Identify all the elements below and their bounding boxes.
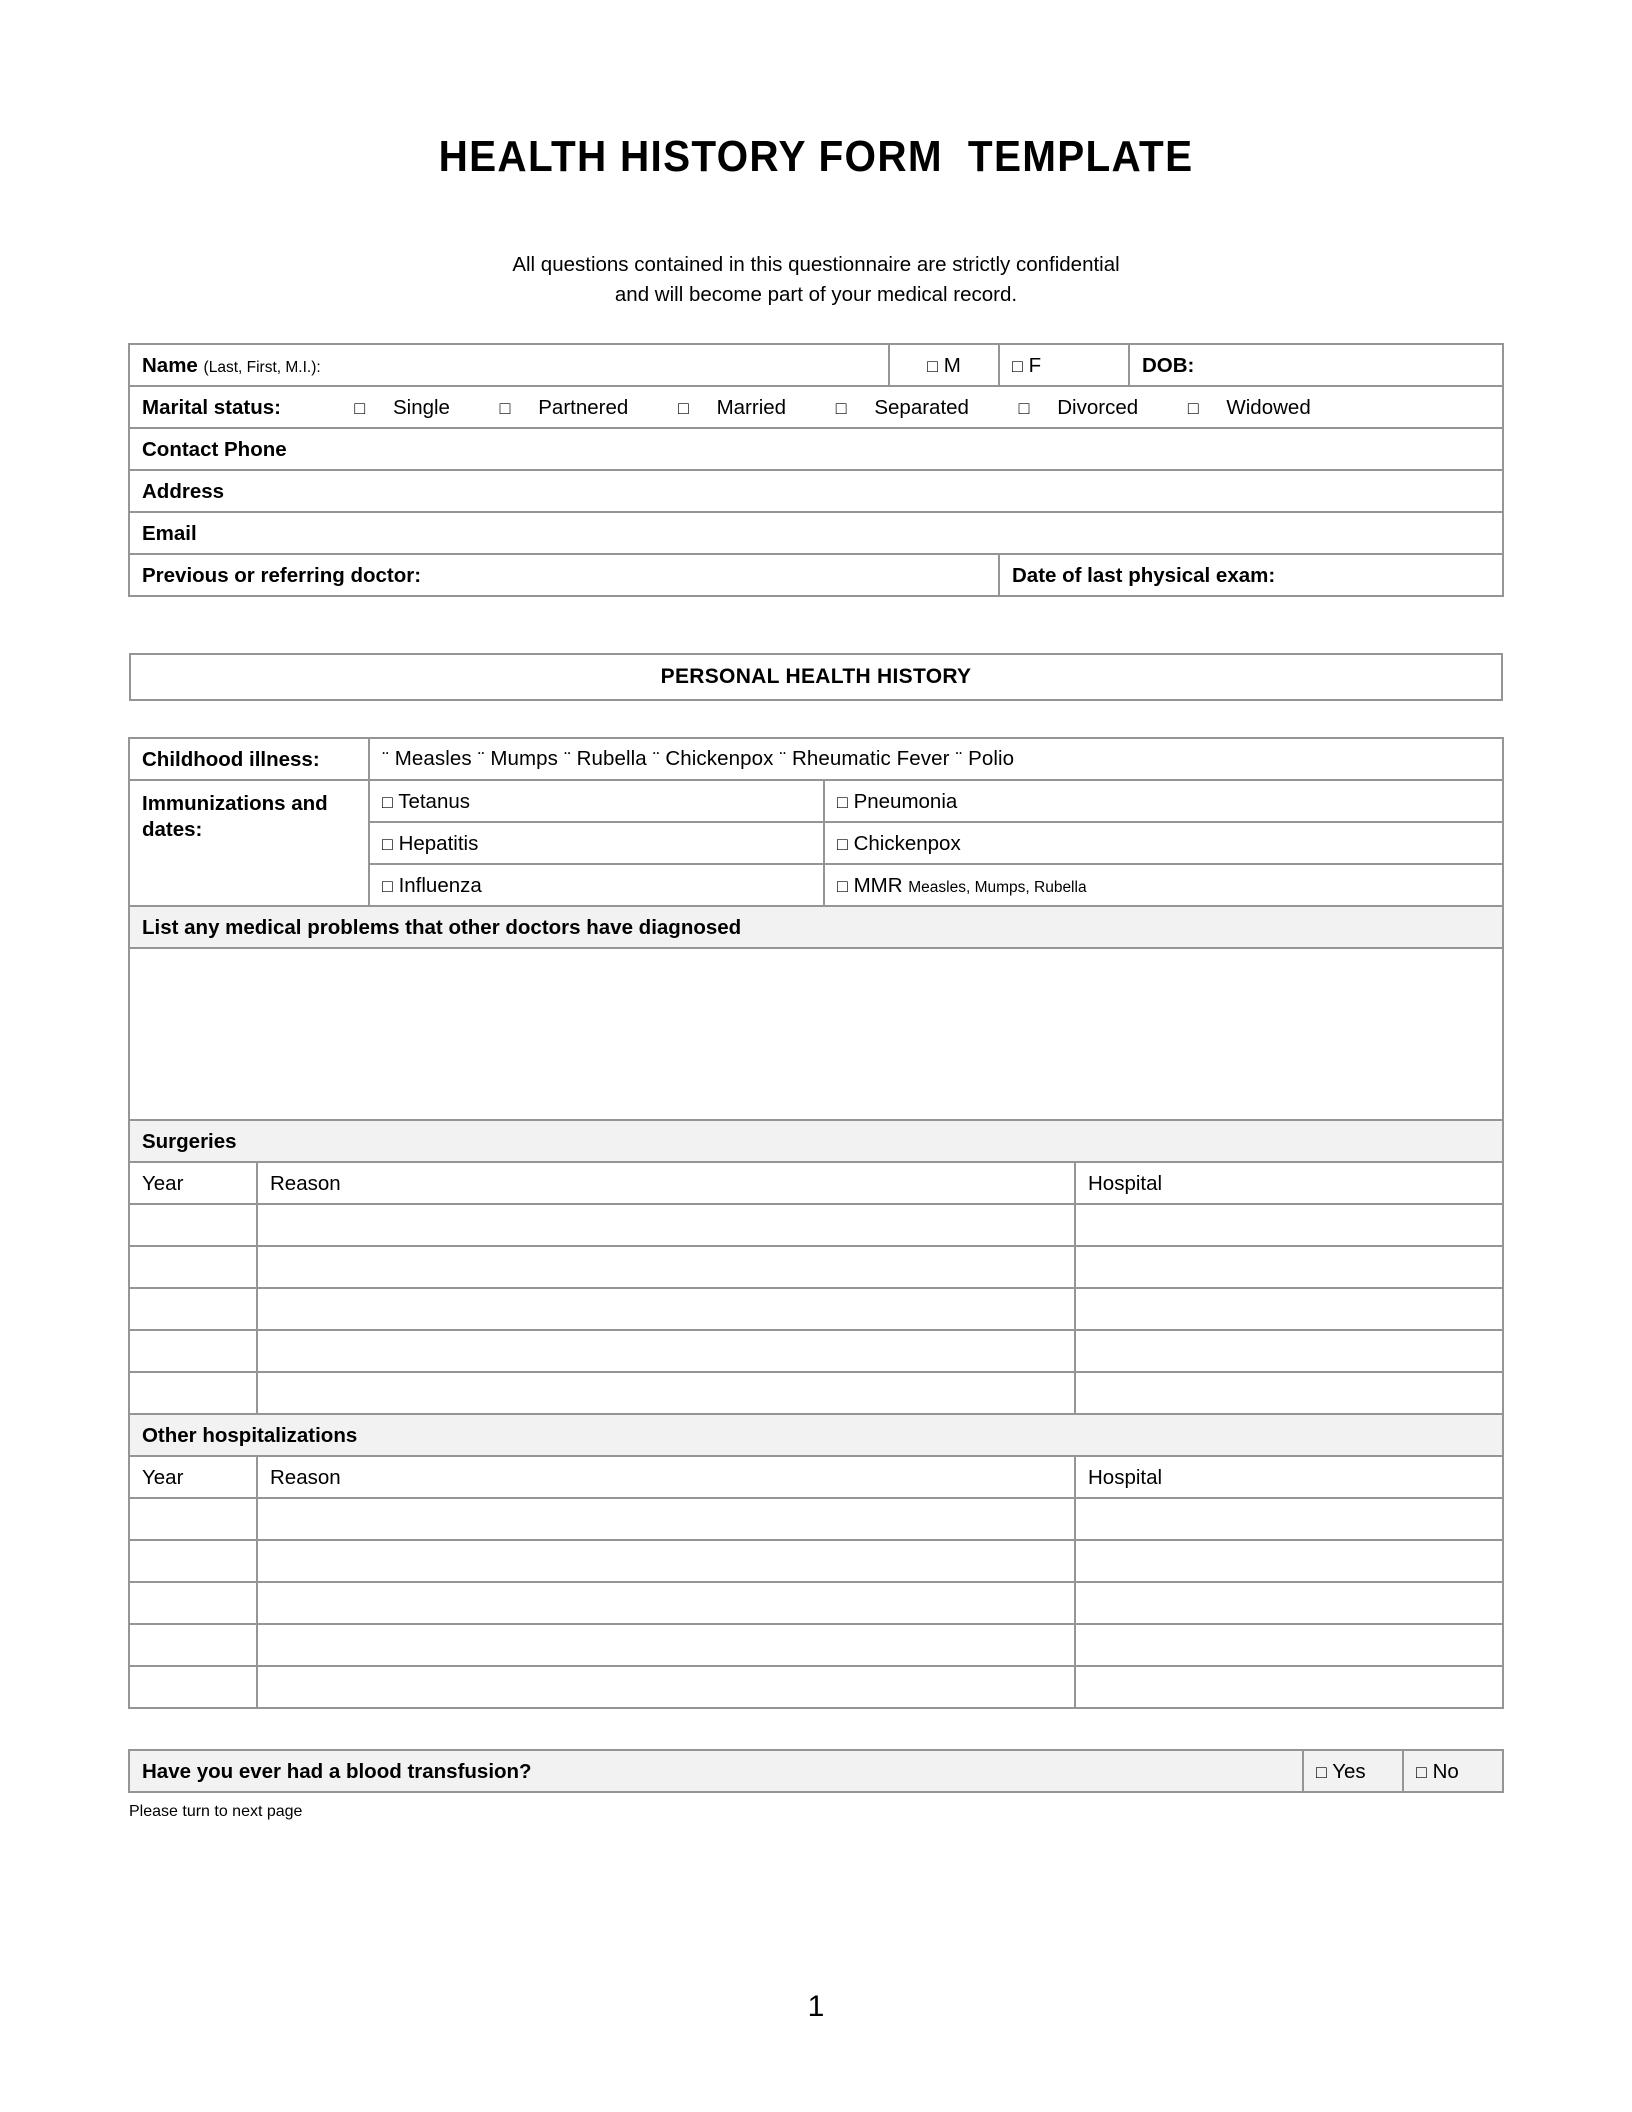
surgeries-cell-year[interactable]: [129, 1372, 257, 1414]
immunization-tetanus-cell[interactable]: [369, 780, 824, 822]
checkbox-icon[interactable]: □: [499, 397, 511, 418]
immunization-hepatitis-cell[interactable]: [369, 822, 824, 864]
hospitalizations-cell-hospital[interactable]: [1075, 1582, 1503, 1624]
surgeries-cell-hospital[interactable]: [1075, 1204, 1503, 1246]
hospitalizations-cell-hospital[interactable]: [1075, 1498, 1503, 1540]
immunization-tetanus-label: Tetanus: [398, 789, 471, 813]
surgeries-cell-hospital[interactable]: [1075, 1246, 1503, 1288]
marital-option-married-label: Married: [716, 395, 787, 419]
surgeries-column-reason: Reason: [257, 1162, 1075, 1204]
immunization-mmr-cell[interactable]: [824, 864, 1503, 906]
hospitalizations-cell-reason[interactable]: [257, 1666, 1075, 1708]
immunization-chickenpox-cell[interactable]: [824, 822, 1503, 864]
surgeries-section-label: Surgeries: [129, 1120, 1503, 1162]
immunization-mmr-note: Measles, Mumps, Rubella: [908, 878, 1087, 896]
marital-option-divorced-label: Divorced: [1057, 395, 1139, 419]
transfusion-row: [129, 1750, 1503, 1792]
hospitalizations-cell-year[interactable]: [129, 1498, 257, 1540]
childhood-option-rheumatic-fever: Rheumatic Fever: [791, 747, 950, 771]
marital-option-married[interactable]: [678, 396, 808, 419]
hospitalizations-cell-reason[interactable]: [257, 1582, 1075, 1624]
surgeries-cell-year[interactable]: [129, 1204, 257, 1246]
previous-doctor-cell[interactable]: Previous or referring doctor:: [129, 554, 999, 596]
checkbox-icon[interactable]: ¨: [563, 748, 571, 771]
table-row: [129, 1624, 1503, 1666]
checkbox-icon[interactable]: ¨: [477, 748, 485, 771]
hospitalizations-cell-hospital[interactable]: [1075, 1666, 1503, 1708]
immunization-influenza-cell[interactable]: [369, 864, 824, 906]
contact-phone-row: [129, 428, 1503, 470]
marital-option-divorced[interactable]: [1019, 396, 1160, 419]
immunizations-label: Immunizations and dates:: [129, 780, 369, 906]
checkbox-icon[interactable]: □: [677, 397, 689, 418]
sex-male-label: M: [943, 353, 961, 377]
transfusion-no-cell[interactable]: [1403, 1750, 1503, 1792]
medical-problems-label: List any medical problems that other doctors have diagnosed: [129, 906, 1503, 948]
hospitalizations-cell-reason[interactable]: [257, 1540, 1075, 1582]
immunization-hepatitis-label: Hepatitis: [398, 831, 479, 855]
checkbox-icon[interactable]: ¨: [955, 748, 963, 771]
childhood-option-measles: Measles: [394, 747, 472, 771]
last-exam-cell[interactable]: Date of last physical exam:: [999, 554, 1503, 596]
surgeries-table: [128, 1119, 1504, 1415]
checkbox-icon[interactable]: □: [1316, 1761, 1327, 1782]
marital-option-separated[interactable]: [836, 396, 991, 419]
hospitalizations-cell-year[interactable]: [129, 1666, 257, 1708]
hospitalizations-header-row: [129, 1414, 1503, 1456]
email-row: [129, 512, 1503, 554]
table-row: [129, 1372, 1503, 1414]
table-row: [129, 1288, 1503, 1330]
checkbox-icon[interactable]: □: [837, 791, 848, 812]
childhood-illness-label: Childhood illness:: [129, 738, 369, 780]
immunization-chickenpox-label: Chickenpox: [853, 831, 961, 855]
medical-problems-input-area[interactable]: [129, 948, 1503, 1120]
marital-status-label: Marital status:: [142, 395, 281, 419]
confidentiality-line-1: All questions contained in this questionnaire are strictly confidential: [512, 253, 1120, 276]
surgeries-cell-hospital[interactable]: [1075, 1288, 1503, 1330]
checkbox-icon[interactable]: □: [1018, 397, 1030, 418]
hospitalizations-cell-year[interactable]: [129, 1540, 257, 1582]
marital-status-row: [129, 386, 1503, 428]
medical-problems-entry-row: [129, 948, 1503, 1120]
surgeries-cell-reason[interactable]: [257, 1330, 1075, 1372]
surgeries-cell-hospital[interactable]: [1075, 1372, 1503, 1414]
checkbox-icon[interactable]: □: [1187, 397, 1199, 418]
surgeries-column-header-row: [129, 1162, 1503, 1204]
transfusion-yes-label: Yes: [1332, 1759, 1366, 1783]
name-label: Name: [142, 353, 198, 377]
table-row: [129, 1540, 1503, 1582]
confidentiality-line-2: and will become part of your medical record.: [614, 282, 1018, 306]
hospitalizations-table: [128, 1413, 1504, 1709]
sex-male-cell[interactable]: [889, 344, 999, 386]
address-row: [129, 470, 1503, 512]
hospitalizations-cell-reason[interactable]: [257, 1624, 1075, 1666]
checkbox-icon[interactable]: □: [837, 833, 848, 854]
surgeries-cell-reason[interactable]: [257, 1204, 1075, 1246]
name-row: [129, 344, 1503, 386]
immunization-pneumonia-cell[interactable]: [824, 780, 1503, 822]
marital-status-cell[interactable]: [129, 386, 1503, 428]
address-cell[interactable]: Address: [129, 470, 1503, 512]
hospitalizations-cell-year[interactable]: [129, 1582, 257, 1624]
checkbox-icon[interactable]: □: [1012, 355, 1023, 376]
table-row: [129, 1246, 1503, 1288]
hospitalizations-column-hospital: Hospital: [1075, 1456, 1503, 1498]
table-row: [129, 1666, 1503, 1708]
surgeries-column-hospital: Hospital: [1075, 1162, 1503, 1204]
surgeries-column-year: Year: [129, 1162, 257, 1204]
transfusion-yes-cell[interactable]: [1303, 1750, 1403, 1792]
marital-option-partnered[interactable]: [500, 396, 651, 419]
sex-female-cell[interactable]: [999, 344, 1129, 386]
surgeries-cell-hospital[interactable]: [1075, 1330, 1503, 1372]
personal-health-history-table: [128, 737, 1504, 1121]
surgeries-cell-year[interactable]: [129, 1288, 257, 1330]
hospitalizations-column-reason: Reason: [257, 1456, 1075, 1498]
childhood-option-polio: Polio: [968, 747, 1015, 771]
page-title: HEALTH HISTORY FORM TEMPLATE: [438, 132, 1194, 181]
personal-health-history-banner-label: PERSONAL HEALTH HISTORY: [130, 654, 1502, 700]
checkbox-icon[interactable]: □: [835, 397, 847, 418]
marital-option-single-label: Single: [392, 395, 450, 419]
personal-health-history-banner: [129, 653, 1503, 701]
name-cell[interactable]: [129, 344, 889, 386]
immunization-influenza-label: Influenza: [398, 873, 482, 897]
checkbox-icon[interactable]: □: [354, 397, 366, 418]
doctor-exam-row: [129, 554, 1503, 596]
dob-label: DOB:: [1142, 353, 1195, 377]
turn-page-note: Please turn to next page: [129, 1803, 303, 1821]
immunization-pneumonia-label: Pneumonia: [853, 789, 958, 813]
patient-identity-table: [128, 343, 1504, 597]
marital-option-separated-label: Separated: [874, 395, 969, 419]
table-row: [129, 1330, 1503, 1372]
hospitalizations-cell-year[interactable]: [129, 1624, 257, 1666]
medical-problems-header-row: [129, 906, 1503, 948]
childhood-illness-row: [129, 738, 1503, 780]
hospitalizations-cell-reason[interactable]: [257, 1498, 1075, 1540]
immunization-row-1: [129, 780, 1503, 822]
immunization-mmr-label: MMR: [853, 873, 903, 897]
surgeries-cell-year[interactable]: [129, 1246, 257, 1288]
hospitalizations-column-header-row: [129, 1456, 1503, 1498]
sex-female-label: F: [1028, 353, 1042, 377]
checkbox-icon[interactable]: □: [382, 833, 393, 854]
marital-option-single[interactable]: [354, 396, 472, 419]
childhood-option-mumps: Mumps: [490, 747, 559, 771]
hospitalizations-cell-hospital[interactable]: [1075, 1540, 1503, 1582]
surgeries-cell-reason[interactable]: [257, 1372, 1075, 1414]
table-row: [129, 1498, 1503, 1540]
hospitalizations-column-year: Year: [129, 1456, 257, 1498]
confidentiality-notice: [0, 250, 1632, 309]
contact-phone-cell[interactable]: Contact Phone: [129, 428, 1503, 470]
childhood-option-chickenpox: Chickenpox: [665, 747, 774, 771]
table-row: [129, 1582, 1503, 1624]
checkbox-icon[interactable]: □: [382, 791, 393, 812]
checkbox-icon[interactable]: □: [837, 875, 848, 896]
page-number: 1: [807, 1990, 825, 2023]
checkbox-icon[interactable]: ¨: [652, 748, 660, 771]
surgeries-cell-reason[interactable]: [257, 1288, 1075, 1330]
checkbox-icon[interactable]: ¨: [779, 748, 787, 771]
hospitalizations-section-label: Other hospitalizations: [129, 1414, 1503, 1456]
checkbox-icon[interactable]: □: [927, 355, 939, 376]
surgeries-header-row: [129, 1120, 1503, 1162]
childhood-illness-options[interactable]: [369, 738, 1503, 780]
name-hint: (Last, First, M.I.):: [203, 358, 321, 376]
marital-option-widowed[interactable]: [1188, 396, 1333, 419]
marital-option-widowed-label: Widowed: [1226, 395, 1311, 419]
transfusion-question: Have you ever had a blood transfusion?: [129, 1750, 1303, 1792]
email-cell[interactable]: Email: [129, 512, 1503, 554]
checkbox-icon[interactable]: □: [1416, 1761, 1427, 1782]
surgeries-cell-reason[interactable]: [257, 1246, 1075, 1288]
childhood-option-rubella: Rubella: [576, 747, 647, 771]
marital-option-partnered-label: Partnered: [538, 395, 629, 419]
table-row: [129, 1204, 1503, 1246]
hospitalizations-cell-hospital[interactable]: [1075, 1624, 1503, 1666]
dob-cell[interactable]: [1129, 344, 1503, 386]
surgeries-cell-year[interactable]: [129, 1330, 257, 1372]
checkbox-icon[interactable]: □: [382, 875, 393, 896]
transfusion-table: [128, 1749, 1504, 1793]
checkbox-icon[interactable]: ¨: [382, 748, 389, 771]
transfusion-no-label: No: [1432, 1759, 1459, 1783]
